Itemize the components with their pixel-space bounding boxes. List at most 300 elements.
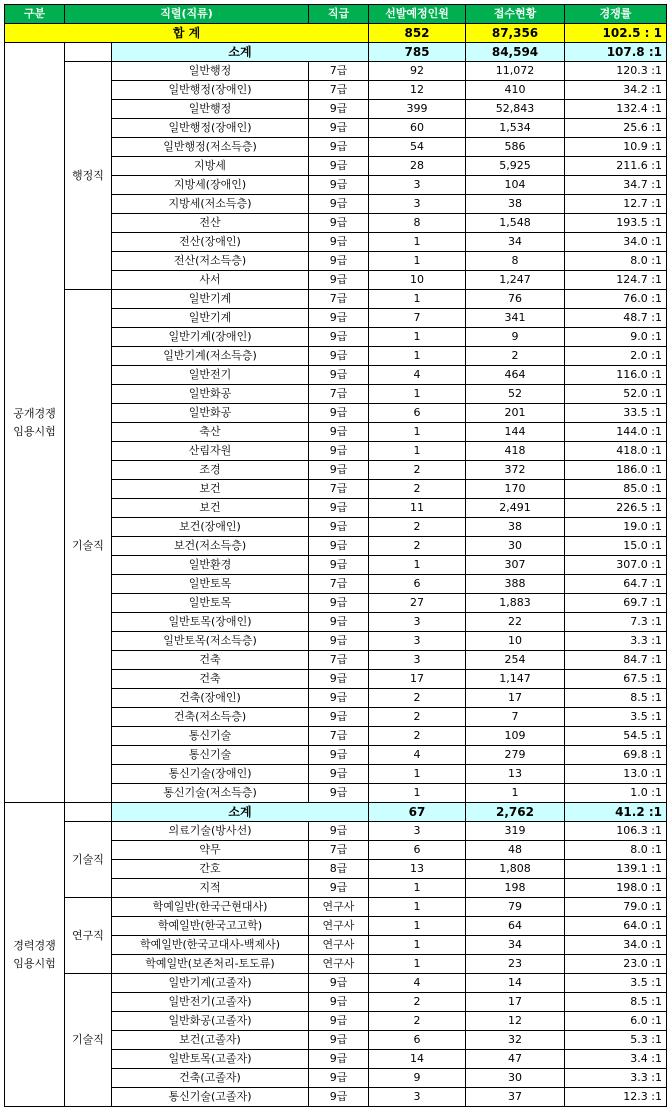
- job-series-cell: 보건: [112, 480, 309, 499]
- rate-cell: 34.0 :1: [565, 233, 667, 252]
- grade-cell: 9급: [309, 442, 369, 461]
- grade-cell: 9급: [309, 271, 369, 290]
- grade-cell: 9급: [309, 689, 369, 708]
- applied-cell: 23: [466, 955, 565, 974]
- job-series-cell: 학예일반(한국근현대사): [112, 898, 309, 917]
- rate-cell: 211.6 :1: [565, 157, 667, 176]
- planned-cell: 3: [369, 632, 466, 651]
- job-series-cell: 일반환경: [112, 556, 309, 575]
- header-rate: 경쟁률: [565, 5, 667, 24]
- grade-cell: 9급: [309, 328, 369, 347]
- applied-cell: 104: [466, 176, 565, 195]
- job-series-cell: 일반기계(저소득층): [112, 347, 309, 366]
- job-series-cell: 간호: [112, 860, 309, 879]
- grade-cell: 9급: [309, 1050, 369, 1069]
- job-series-cell: 일반화공: [112, 385, 309, 404]
- applied-cell: 11,072: [466, 62, 565, 81]
- applied-cell: 2,491: [466, 499, 565, 518]
- job-series-cell: 전산(저소득층): [112, 252, 309, 271]
- table-row: [5, 974, 667, 993]
- planned-cell: 3: [369, 822, 466, 841]
- job-series-cell: 보건: [112, 499, 309, 518]
- rate-cell: 8.5 :1: [565, 993, 667, 1012]
- rate-cell: 5.3 :1: [565, 1031, 667, 1050]
- applied-cell: 5,925: [466, 157, 565, 176]
- grade-cell: 9급: [309, 670, 369, 689]
- rate-cell: 12.7 :1: [565, 195, 667, 214]
- job-series-cell: 일반화공: [112, 404, 309, 423]
- planned-cell: 4: [369, 746, 466, 765]
- applied-cell: 2: [466, 347, 565, 366]
- grade-cell: 7급: [309, 841, 369, 860]
- job-series-cell: 일반행정(저소득층): [112, 138, 309, 157]
- planned-cell: 17: [369, 670, 466, 689]
- grade-cell: 9급: [309, 746, 369, 765]
- planned-cell: 3: [369, 176, 466, 195]
- grade-cell: 연구사: [309, 898, 369, 917]
- grade-cell: 9급: [309, 822, 369, 841]
- applied-cell: 10: [466, 632, 565, 651]
- applied-cell: 22: [466, 613, 565, 632]
- rate-cell: 124.7 :1: [565, 271, 667, 290]
- applied-cell: 64: [466, 917, 565, 936]
- rate-cell: 8.0 :1: [565, 841, 667, 860]
- subtotal-rate: 41.2 :1: [565, 803, 667, 822]
- job-series-cell: 축산: [112, 423, 309, 442]
- planned-cell: 28: [369, 157, 466, 176]
- rate-cell: 67.5 :1: [565, 670, 667, 689]
- header-applied: 접수현황: [466, 5, 565, 24]
- planned-cell: 1: [369, 385, 466, 404]
- job-series-cell: 보건(장애인): [112, 518, 309, 537]
- job-series-cell: 일반전기(고졸자): [112, 993, 309, 1012]
- table-row: [5, 822, 667, 841]
- job-series-cell: 학예일반(한국고대사-백제사): [112, 936, 309, 955]
- subtotal-applied: 2,762: [466, 803, 565, 822]
- rate-cell: 64.0 :1: [565, 917, 667, 936]
- grade-cell: 9급: [309, 879, 369, 898]
- job-series-cell: 학예일반(한국고고학): [112, 917, 309, 936]
- job-series-cell: 의료기술(방사선): [112, 822, 309, 841]
- header-planned: 선발예정인원: [369, 5, 466, 24]
- grade-cell: 9급: [309, 708, 369, 727]
- job-series-cell: 통신기술(저소득층): [112, 784, 309, 803]
- subtotal-row: [5, 803, 667, 822]
- job-series-cell: 일반토목(고졸자): [112, 1050, 309, 1069]
- job-series-cell: 건축(고졸자): [112, 1069, 309, 1088]
- applied-cell: 30: [466, 1069, 565, 1088]
- rate-cell: 10.9 :1: [565, 138, 667, 157]
- rate-cell: 48.7 :1: [565, 309, 667, 328]
- applied-cell: 34: [466, 233, 565, 252]
- applied-cell: 14: [466, 974, 565, 993]
- applied-cell: 7: [466, 708, 565, 727]
- header-row: [5, 5, 667, 24]
- competition-table-container: [4, 4, 667, 1107]
- subtotal-spacer: [65, 803, 112, 822]
- planned-cell: 2: [369, 708, 466, 727]
- grade-cell: 9급: [309, 423, 369, 442]
- job-series-cell: 일반토목(장애인): [112, 613, 309, 632]
- applied-cell: 410: [466, 81, 565, 100]
- rate-cell: 198.0 :1: [565, 879, 667, 898]
- rate-cell: 54.5 :1: [565, 727, 667, 746]
- group-label: 경력경쟁 임용시험: [5, 803, 65, 1107]
- planned-cell: 6: [369, 575, 466, 594]
- job-series-cell: 일반행정(장애인): [112, 119, 309, 138]
- rate-cell: 3.5 :1: [565, 974, 667, 993]
- applied-cell: 586: [466, 138, 565, 157]
- rate-cell: 15.0 :1: [565, 537, 667, 556]
- applied-cell: 388: [466, 575, 565, 594]
- job-series-cell: 일반행정: [112, 100, 309, 119]
- rate-cell: 120.3 :1: [565, 62, 667, 81]
- job-series-cell: 전산(장애인): [112, 233, 309, 252]
- grade-cell: 9급: [309, 347, 369, 366]
- job-series-cell: 건축: [112, 670, 309, 689]
- rate-cell: 6.0 :1: [565, 1012, 667, 1031]
- applied-cell: 109: [466, 727, 565, 746]
- rate-cell: 34.7 :1: [565, 176, 667, 195]
- applied-cell: 79: [466, 898, 565, 917]
- grade-cell: 9급: [309, 784, 369, 803]
- job-series-cell: 통신기술: [112, 746, 309, 765]
- rate-cell: 3.3 :1: [565, 1069, 667, 1088]
- rate-cell: 132.4 :1: [565, 100, 667, 119]
- planned-cell: 7: [369, 309, 466, 328]
- table-row: [5, 62, 667, 81]
- planned-cell: 1: [369, 936, 466, 955]
- planned-cell: 1: [369, 879, 466, 898]
- rate-cell: 8.0 :1: [565, 252, 667, 271]
- category-label: 기술직: [65, 974, 112, 1107]
- total-row: [5, 24, 667, 43]
- rate-cell: 418.0 :1: [565, 442, 667, 461]
- applied-cell: 144: [466, 423, 565, 442]
- job-series-cell: 통신기술(고졸자): [112, 1088, 309, 1107]
- job-series-cell: 일반화공(고졸자): [112, 1012, 309, 1031]
- grade-cell: 9급: [309, 1088, 369, 1107]
- rate-cell: 8.5 :1: [565, 689, 667, 708]
- grade-cell: 9급: [309, 461, 369, 480]
- planned-cell: 2: [369, 537, 466, 556]
- applied-cell: 76: [466, 290, 565, 309]
- rate-cell: 85.0 :1: [565, 480, 667, 499]
- job-series-cell: 일반토목: [112, 594, 309, 613]
- grade-cell: 9급: [309, 309, 369, 328]
- grade-cell: 7급: [309, 727, 369, 746]
- grade-cell: 9급: [309, 404, 369, 423]
- applied-cell: 1,534: [466, 119, 565, 138]
- rate-cell: 116.0 :1: [565, 366, 667, 385]
- job-series-cell: 보건(저소득층): [112, 537, 309, 556]
- grade-cell: 9급: [309, 233, 369, 252]
- planned-cell: 399: [369, 100, 466, 119]
- table-row: [5, 290, 667, 309]
- planned-cell: 60: [369, 119, 466, 138]
- applied-cell: 464: [466, 366, 565, 385]
- job-series-cell: 통신기술(장애인): [112, 765, 309, 784]
- grade-cell: 7급: [309, 480, 369, 499]
- header-grade: 직급: [309, 5, 369, 24]
- job-series-cell: 일반기계(장애인): [112, 328, 309, 347]
- rate-cell: 2.0 :1: [565, 347, 667, 366]
- table-row: [5, 898, 667, 917]
- planned-cell: 2: [369, 1012, 466, 1031]
- subtotal-planned: 67: [369, 803, 466, 822]
- job-series-cell: 일반행정(장애인): [112, 81, 309, 100]
- job-series-cell: 건축(장애인): [112, 689, 309, 708]
- applied-cell: 37: [466, 1088, 565, 1107]
- rate-cell: 144.0 :1: [565, 423, 667, 442]
- job-series-cell: 약무: [112, 841, 309, 860]
- applied-cell: 13: [466, 765, 565, 784]
- planned-cell: 54: [369, 138, 466, 157]
- planned-cell: 1: [369, 233, 466, 252]
- rate-cell: 226.5 :1: [565, 499, 667, 518]
- planned-cell: 1: [369, 898, 466, 917]
- planned-cell: 2: [369, 727, 466, 746]
- applied-cell: 307: [466, 556, 565, 575]
- applied-cell: 1,883: [466, 594, 565, 613]
- rate-cell: 52.0 :1: [565, 385, 667, 404]
- job-series-cell: 일반기계(고졸자): [112, 974, 309, 993]
- rate-cell: 34.0 :1: [565, 936, 667, 955]
- rate-cell: 3.3 :1: [565, 632, 667, 651]
- rate-cell: 33.5 :1: [565, 404, 667, 423]
- planned-cell: 2: [369, 993, 466, 1012]
- grade-cell: 연구사: [309, 955, 369, 974]
- applied-cell: 47: [466, 1050, 565, 1069]
- planned-cell: 1: [369, 442, 466, 461]
- grade-cell: 연구사: [309, 936, 369, 955]
- grade-cell: 9급: [309, 1031, 369, 1050]
- grade-cell: 9급: [309, 765, 369, 784]
- applied-cell: 52: [466, 385, 565, 404]
- grade-cell: 7급: [309, 81, 369, 100]
- category-label: 행정직: [65, 62, 112, 290]
- rate-cell: 186.0 :1: [565, 461, 667, 480]
- applied-cell: 1,247: [466, 271, 565, 290]
- rate-cell: 23.0 :1: [565, 955, 667, 974]
- rate-cell: 3.5 :1: [565, 708, 667, 727]
- grade-cell: 9급: [309, 537, 369, 556]
- job-series-cell: 일반토목: [112, 575, 309, 594]
- planned-cell: 6: [369, 841, 466, 860]
- planned-cell: 9: [369, 1069, 466, 1088]
- applied-cell: 52,843: [466, 100, 565, 119]
- grade-cell: 8급: [309, 860, 369, 879]
- applied-cell: 30: [466, 537, 565, 556]
- grade-cell: 9급: [309, 119, 369, 138]
- grade-cell: 9급: [309, 214, 369, 233]
- job-series-cell: 지방세: [112, 157, 309, 176]
- rate-cell: 19.0 :1: [565, 518, 667, 537]
- rate-cell: 69.7 :1: [565, 594, 667, 613]
- grade-cell: 9급: [309, 613, 369, 632]
- grade-cell: 9급: [309, 974, 369, 993]
- job-series-cell: 보건(고졸자): [112, 1031, 309, 1050]
- subtotal-label: 소계: [112, 803, 369, 822]
- subtotal-rate: 107.8 :1: [565, 43, 667, 62]
- table-body: [5, 24, 667, 1107]
- planned-cell: 1: [369, 784, 466, 803]
- job-series-cell: 산림자원: [112, 442, 309, 461]
- grade-cell: 9급: [309, 100, 369, 119]
- grade-cell: 9급: [309, 556, 369, 575]
- job-series-cell: 사서: [112, 271, 309, 290]
- grade-cell: 9급: [309, 594, 369, 613]
- grade-cell: 7급: [309, 62, 369, 81]
- job-series-cell: 학예일반(보존처리-토도류): [112, 955, 309, 974]
- job-series-cell: 지적: [112, 879, 309, 898]
- header-division: 구분: [5, 5, 65, 24]
- grade-cell: 9급: [309, 518, 369, 537]
- rate-cell: 79.0 :1: [565, 898, 667, 917]
- planned-cell: 1: [369, 423, 466, 442]
- subtotal-spacer: [65, 43, 112, 62]
- planned-cell: 27: [369, 594, 466, 613]
- rate-cell: 193.5 :1: [565, 214, 667, 233]
- total-applied: 87,356: [466, 24, 565, 43]
- applied-cell: 1,147: [466, 670, 565, 689]
- applied-cell: 17: [466, 993, 565, 1012]
- planned-cell: 1: [369, 290, 466, 309]
- job-series-cell: 일반전기: [112, 366, 309, 385]
- rate-cell: 106.3 :1: [565, 822, 667, 841]
- grade-cell: 7급: [309, 575, 369, 594]
- applied-cell: 319: [466, 822, 565, 841]
- applied-cell: 48: [466, 841, 565, 860]
- job-series-cell: 일반토목(저소득층): [112, 632, 309, 651]
- subtotal-applied: 84,594: [466, 43, 565, 62]
- applied-cell: 8: [466, 252, 565, 271]
- planned-cell: 4: [369, 974, 466, 993]
- grade-cell: 9급: [309, 632, 369, 651]
- planned-cell: 8: [369, 214, 466, 233]
- planned-cell: 10: [369, 271, 466, 290]
- total-label: 합 계: [5, 24, 369, 43]
- applied-cell: 34: [466, 936, 565, 955]
- grade-cell: 9급: [309, 1069, 369, 1088]
- planned-cell: 2: [369, 689, 466, 708]
- rate-cell: 1.0 :1: [565, 784, 667, 803]
- job-series-cell: 일반기계: [112, 290, 309, 309]
- job-series-cell: 전산: [112, 214, 309, 233]
- group-label: 공개경쟁 임용시험: [5, 43, 65, 803]
- rate-cell: 7.3 :1: [565, 613, 667, 632]
- grade-cell: 7급: [309, 385, 369, 404]
- applied-cell: 1,548: [466, 214, 565, 233]
- grade-cell: 9급: [309, 366, 369, 385]
- applied-cell: 279: [466, 746, 565, 765]
- planned-cell: 1: [369, 252, 466, 271]
- category-label: 연구직: [65, 898, 112, 974]
- rate-cell: 13.0 :1: [565, 765, 667, 784]
- planned-cell: 2: [369, 518, 466, 537]
- applied-cell: 17: [466, 689, 565, 708]
- grade-cell: 7급: [309, 651, 369, 670]
- applied-cell: 372: [466, 461, 565, 480]
- applied-cell: 9: [466, 328, 565, 347]
- planned-cell: 1: [369, 347, 466, 366]
- planned-cell: 4: [369, 366, 466, 385]
- rate-cell: 12.3 :1: [565, 1088, 667, 1107]
- rate-cell: 307.0 :1: [565, 556, 667, 575]
- competition-rate-table: [4, 4, 667, 1107]
- job-series-cell: 지방세(장애인): [112, 176, 309, 195]
- subtotal-label: 소계: [112, 43, 369, 62]
- planned-cell: 12: [369, 81, 466, 100]
- planned-cell: 6: [369, 404, 466, 423]
- applied-cell: 254: [466, 651, 565, 670]
- applied-cell: 1: [466, 784, 565, 803]
- rate-cell: 34.2 :1: [565, 81, 667, 100]
- rate-cell: 64.7 :1: [565, 575, 667, 594]
- planned-cell: 2: [369, 461, 466, 480]
- applied-cell: 12: [466, 1012, 565, 1031]
- grade-cell: 9급: [309, 195, 369, 214]
- applied-cell: 201: [466, 404, 565, 423]
- rate-cell: 25.6 :1: [565, 119, 667, 138]
- job-series-cell: 통신기술: [112, 727, 309, 746]
- category-label: 기술직: [65, 822, 112, 898]
- applied-cell: 418: [466, 442, 565, 461]
- applied-cell: 38: [466, 518, 565, 537]
- header-job-series: 직렬(직류): [65, 5, 309, 24]
- planned-cell: 13: [369, 860, 466, 879]
- planned-cell: 3: [369, 195, 466, 214]
- planned-cell: 3: [369, 613, 466, 632]
- rate-cell: 76.0 :1: [565, 290, 667, 309]
- rate-cell: 9.0 :1: [565, 328, 667, 347]
- grade-cell: 9급: [309, 1012, 369, 1031]
- subtotal-planned: 785: [369, 43, 466, 62]
- planned-cell: 11: [369, 499, 466, 518]
- applied-cell: 1,808: [466, 860, 565, 879]
- total-planned: 852: [369, 24, 466, 43]
- job-series-cell: 일반행정: [112, 62, 309, 81]
- subtotal-row: [5, 43, 667, 62]
- grade-cell: 9급: [309, 252, 369, 271]
- rate-cell: 69.8 :1: [565, 746, 667, 765]
- job-series-cell: 지방세(저소득층): [112, 195, 309, 214]
- applied-cell: 38: [466, 195, 565, 214]
- applied-cell: 170: [466, 480, 565, 499]
- grade-cell: 연구사: [309, 917, 369, 936]
- category-label: 기술직: [65, 290, 112, 803]
- rate-cell: 84.7 :1: [565, 651, 667, 670]
- planned-cell: 1: [369, 328, 466, 347]
- planned-cell: 1: [369, 955, 466, 974]
- applied-cell: 341: [466, 309, 565, 328]
- planned-cell: 1: [369, 556, 466, 575]
- job-series-cell: 건축(저소득층): [112, 708, 309, 727]
- rate-cell: 3.4 :1: [565, 1050, 667, 1069]
- applied-cell: 198: [466, 879, 565, 898]
- applied-cell: 32: [466, 1031, 565, 1050]
- grade-cell: 9급: [309, 176, 369, 195]
- planned-cell: 6: [369, 1031, 466, 1050]
- grade-cell: 9급: [309, 499, 369, 518]
- planned-cell: 14: [369, 1050, 466, 1069]
- planned-cell: 3: [369, 651, 466, 670]
- job-series-cell: 조경: [112, 461, 309, 480]
- total-rate: 102.5 : 1: [565, 24, 667, 43]
- planned-cell: 2: [369, 480, 466, 499]
- planned-cell: 1: [369, 917, 466, 936]
- grade-cell: 9급: [309, 157, 369, 176]
